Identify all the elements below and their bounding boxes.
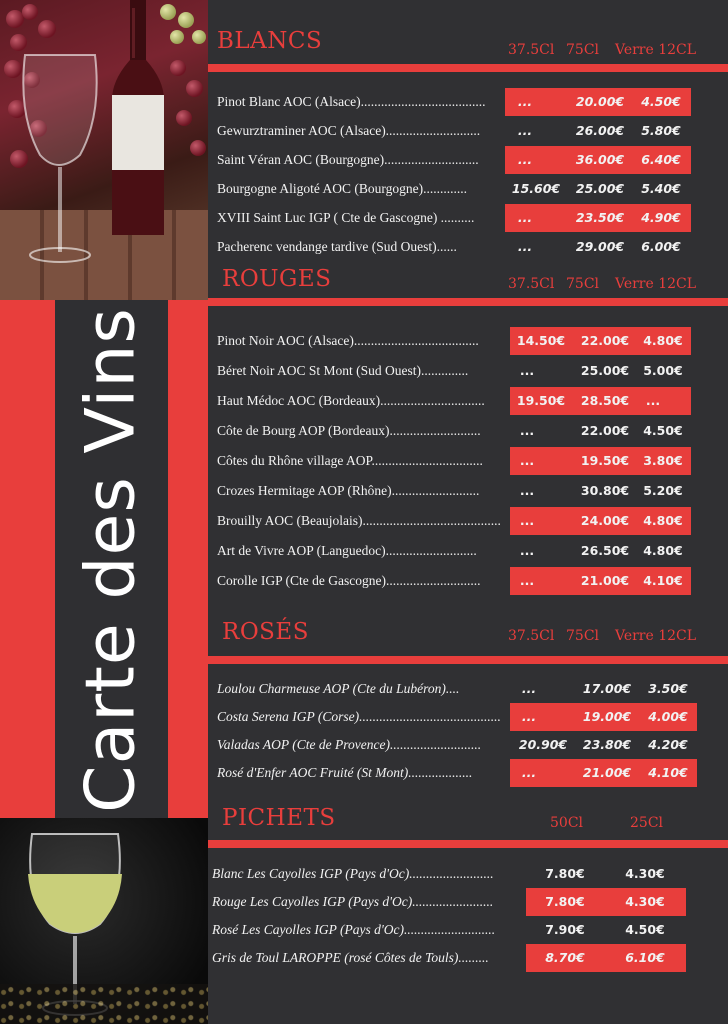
price-375: ... xyxy=(517,123,533,138)
wine-name: Pinot Blanc AOC (Alsace)..................................... xyxy=(217,94,486,109)
section-title-blancs: BLANCS xyxy=(217,28,323,54)
price-50: 7.90€ xyxy=(545,922,585,937)
price-25: 4.30€ xyxy=(625,866,665,881)
wine-name: Béret Noir AOC St Mont (Sud Ouest).............. xyxy=(217,363,469,378)
col-head-verre: Verre 12CL xyxy=(615,42,697,58)
price-75: 23.50€ xyxy=(575,210,625,225)
price-375: ... xyxy=(521,709,537,724)
wine-name: Costa Serena IGP (Corse).......................................... xyxy=(217,709,501,724)
price-75: 29.00€ xyxy=(575,239,625,254)
menu-title: Carte des Vins xyxy=(71,307,151,813)
wine-name: Saint Véran AOC (Bourgogne)............................ xyxy=(217,152,479,167)
col-head-375: 37.5Cl xyxy=(508,628,555,644)
wine-name: Gewurztraminer AOC (Alsace)............................ xyxy=(217,123,481,138)
wine-name: Côte de Bourg AOP (Bordeaux)........................... xyxy=(217,423,481,438)
price-75: 26.50€ xyxy=(580,543,630,558)
price-375: ... xyxy=(517,239,533,254)
price-75: 23.80€ xyxy=(582,737,632,752)
price-375: ... xyxy=(517,94,533,109)
col-head-375: 37.5Cl xyxy=(508,276,555,292)
wine-name: Rosé Les Cayolles IGP (Pays d'Oc)........................... xyxy=(212,922,496,937)
col-head-50: 50Cl xyxy=(550,815,584,831)
price-75: 22.00€ xyxy=(580,333,630,348)
price-375: ... xyxy=(519,363,535,378)
price-375: ... xyxy=(517,210,533,225)
col-head-75: 75Cl xyxy=(566,42,600,58)
wine-name: Rosé d'Enfer AOC Fruité (St Mont)................... xyxy=(217,765,473,780)
wine-glass-icon xyxy=(10,45,110,270)
section-title-rouges: ROUGES xyxy=(222,266,332,292)
wine-name: Brouilly AOC (Beaujolais)......................................... xyxy=(217,513,501,528)
price-375: ... xyxy=(521,765,537,780)
price-50: 7.80€ xyxy=(545,866,585,881)
price-verre: 4.90€ xyxy=(641,210,681,225)
wine-name: Pinot Noir AOC (Alsace)..................................... xyxy=(217,333,479,348)
price-375: 15.60€ xyxy=(511,181,561,196)
col-head-verre: Verre 12CL xyxy=(615,276,697,292)
wine-name: Loulou Charmeuse AOP (Cte du Lubéron).... xyxy=(217,681,460,696)
wine-name: Crozes Hermitage AOP (Rhône).......................... xyxy=(217,483,480,498)
wine-name: Rouge Les Cayolles IGP (Pays d'Oc)........................ xyxy=(212,894,494,909)
price-75: 17.00€ xyxy=(582,681,632,696)
price-verre: 6.40€ xyxy=(641,152,681,167)
section-rule xyxy=(208,298,728,306)
wine-name: XVIII Saint Luc IGP ( Cte de Gascogne) .......... xyxy=(217,210,475,225)
price-verre: 5.20€ xyxy=(643,483,683,498)
price-75: 26.00€ xyxy=(575,123,625,138)
col-head-75: 75Cl xyxy=(566,276,600,292)
wine-name: Côtes du Rhône village AOP................................. xyxy=(217,453,483,468)
col-head-375: 37.5Cl xyxy=(508,42,555,58)
price-verre: 3.80€ xyxy=(643,453,683,468)
section-rule xyxy=(208,840,728,848)
wine-name: Blanc Les Cayolles IGP (Pays d'Oc)......................... xyxy=(212,866,494,881)
price-75: 25.00€ xyxy=(575,181,625,196)
wine-bottle-icon xyxy=(108,0,168,235)
price-25: 6.10€ xyxy=(625,950,665,965)
price-verre: 4.20€ xyxy=(648,737,688,752)
price-75: 36.00€ xyxy=(575,152,625,167)
price-375: ... xyxy=(519,543,535,558)
price-verre: 4.80€ xyxy=(643,543,683,558)
price-75: 19.00€ xyxy=(582,709,632,724)
col-head-25: 25Cl xyxy=(630,815,664,831)
price-verre: 4.50€ xyxy=(641,94,681,109)
price-verre: 4.00€ xyxy=(648,709,688,724)
wine-name: Art de Vivre AOP (Languedoc)........................... xyxy=(217,543,477,558)
price-75: 30.80€ xyxy=(580,483,630,498)
price-75: 28.50€ xyxy=(580,393,630,408)
price-75: 20.00€ xyxy=(575,94,625,109)
price-verre: ... xyxy=(645,393,661,408)
price-375: 20.90€ xyxy=(518,737,568,752)
price-25: 4.50€ xyxy=(625,922,665,937)
grapes-bottle-photo xyxy=(0,0,208,300)
price-25: 4.30€ xyxy=(625,894,665,909)
wine-name: Pacherenc vendange tardive (Sud Ouest)...... xyxy=(217,239,457,254)
wine-name: Corolle IGP (Cte de Gascogne)............................ xyxy=(217,573,481,588)
price-verre: 4.10€ xyxy=(643,573,683,588)
wine-name: Bourgogne Aligoté AOC (Bourgogne)............. xyxy=(217,181,467,196)
price-75: 21.00€ xyxy=(582,765,632,780)
price-verre: 4.80€ xyxy=(643,333,683,348)
price-375: ... xyxy=(519,423,535,438)
price-50: 7.80€ xyxy=(545,894,585,909)
price-verre: 5.00€ xyxy=(643,363,683,378)
price-verre: 5.40€ xyxy=(641,181,681,196)
price-75: 25.00€ xyxy=(580,363,630,378)
price-375: ... xyxy=(519,573,535,588)
price-50: 8.70€ xyxy=(545,950,585,965)
price-verre: 6.00€ xyxy=(641,239,681,254)
section-title-roses: ROSÉS xyxy=(222,619,309,645)
section-title-pichets: PICHETS xyxy=(222,805,336,831)
section-rule xyxy=(208,64,728,72)
price-75: 19.50€ xyxy=(580,453,630,468)
wine-name: Haut Médoc AOC (Bordeaux)............................... xyxy=(217,393,485,408)
wine-name: Gris de Toul LAROPPE (rosé Côtes de Touls)......... xyxy=(212,950,489,965)
price-375: ... xyxy=(521,681,537,696)
price-375: 19.50€ xyxy=(516,393,566,408)
white-wine-photo xyxy=(0,818,208,1024)
price-verre: 4.50€ xyxy=(643,423,683,438)
price-375: ... xyxy=(519,483,535,498)
col-head-75: 75Cl xyxy=(566,628,600,644)
price-verre: 4.10€ xyxy=(648,765,688,780)
section-rule xyxy=(208,656,728,664)
price-375: ... xyxy=(517,152,533,167)
col-head-verre: Verre 12CL xyxy=(615,628,697,644)
price-75: 24.00€ xyxy=(580,513,630,528)
price-verre: 3.50€ xyxy=(648,681,688,696)
price-verre: 5.80€ xyxy=(641,123,681,138)
wine-name: Valadas AOP (Cte de Provence)........................... xyxy=(217,737,482,752)
price-75: 21.00€ xyxy=(580,573,630,588)
price-375: ... xyxy=(519,453,535,468)
price-375: ... xyxy=(519,513,535,528)
price-verre: 4.80€ xyxy=(643,513,683,528)
price-375: 14.50€ xyxy=(516,333,566,348)
price-75: 22.00€ xyxy=(580,423,630,438)
